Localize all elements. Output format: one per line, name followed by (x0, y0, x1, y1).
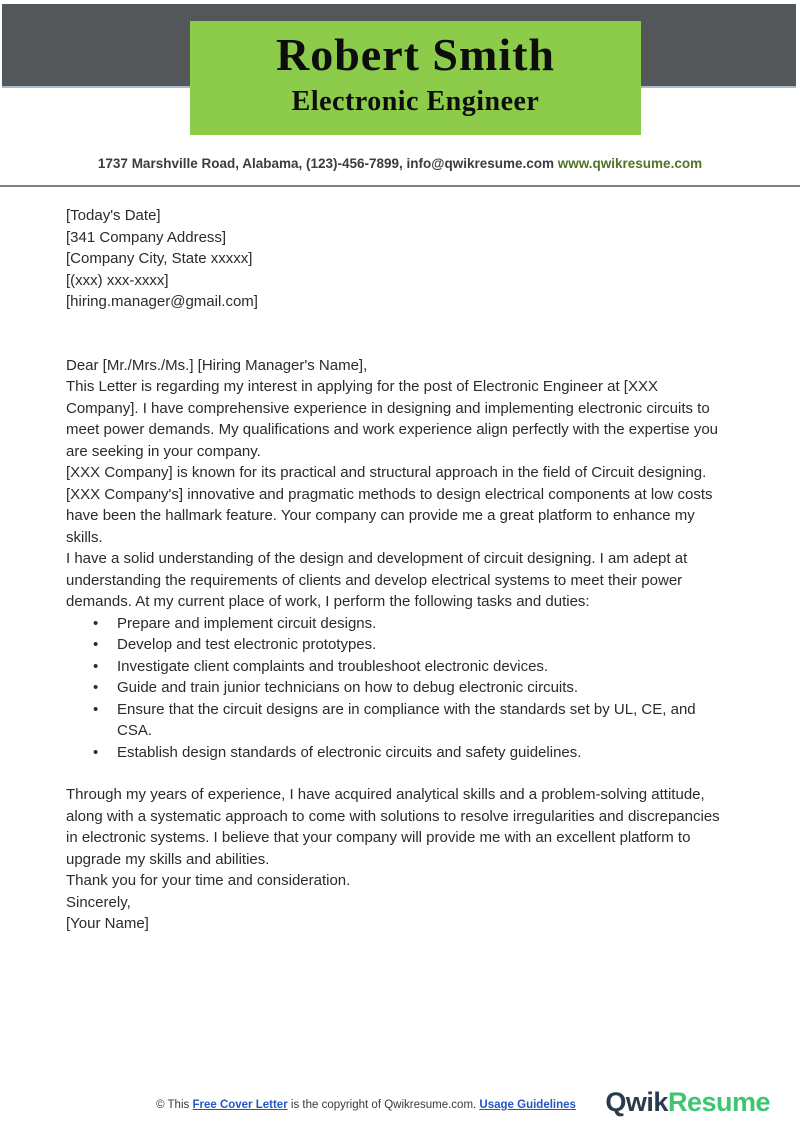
copyright-prefix: © This (156, 1099, 193, 1111)
signature-placeholder: [Your Name] (66, 915, 149, 932)
address-line: [hiring.manager@gmail.com] (66, 293, 258, 310)
duty-item: • Establish design standards of electronic circuits and safety guidelines. (66, 742, 734, 764)
name-box (190, 21, 641, 135)
duties-list (66, 613, 734, 764)
usage-guidelines-link[interactable]: Usage Guidelines (479, 1099, 576, 1111)
free-cover-letter-link[interactable]: Free Cover Letter (192, 1099, 288, 1111)
contact-website-link[interactable]: www.qwikresume.com (557, 156, 703, 171)
paragraph-closing: Through my years of experience, I have acquired analytical skills and a problem-solving attitude, along with a systematic approach to come with solutions to resolve irregularities and discrepancies in electronic systems. I believe that your company will provide me with an excellent platform to upgrade my skills and abilities. (66, 786, 720, 868)
letter-body (66, 205, 734, 935)
copyright-text (66, 1099, 666, 1111)
address-line: [(xxx) xxx-xxxx] (66, 271, 169, 289)
contact-text: 1737 Marshville Road, Alabama, (123)-456-7899, info@qwikresume.com (97, 156, 555, 171)
paragraph-skills: I have a solid understanding of the design and development of circuit designing. I am adept at understanding the requirements of clients and develop electrical systems to meet their power demands. At my current place of work, I perform the following tasks and duties: (66, 550, 688, 610)
qwikresume-logo (605, 1087, 770, 1118)
person-name: Robert Smith (275, 29, 556, 80)
date-placeholder: [Today's Date] (66, 207, 161, 224)
logo-qwik: Qwik (605, 1087, 668, 1117)
copyright-middle: is the copyright of Qwikresume.com. (287, 1099, 480, 1111)
duty-item: • Develop and test electronic prototypes. (66, 634, 734, 656)
page-footer (0, 1085, 800, 1131)
paragraph-company: [XXX Company] is known for its practical and structural approach in the field of Circuit designing. [XXX Company's] innovative and pragmatic methods to design electrical components at low costs have been the hallmark feature. Your company can provide me a great platform to enhance my skills. (66, 464, 713, 546)
duty-item: • Investigate client complaints and troubleshoot electronic devices. (66, 656, 734, 678)
address-line: [341 Company Address] (66, 228, 227, 246)
signoff: Sincerely, (66, 893, 131, 911)
logo-resume: Resume (667, 1087, 770, 1117)
thanks-line: Thank you for your time and consideration. (66, 872, 351, 889)
contact-line (0, 156, 800, 171)
separator-rule (0, 185, 800, 187)
duty-item: • Ensure that the circuit designs are in compliance with the standards set by UL, CE, and CSA. (66, 699, 734, 742)
person-title: Electronic Engineer (291, 86, 540, 117)
duty-item: • Guide and train junior technicians on how to debug electronic circuits. (66, 677, 734, 699)
address-line: [Company City, State xxxxx] (66, 250, 253, 267)
signoff-block (66, 892, 734, 935)
paragraph-intro: This Letter is regarding my interest in applying for the post of Electronic Engineer at [XXX Company]. I have comprehensive experience in designing and implementing electronic circuits to meet power demands. My qualifications and work experience align perfectly with the expertise you are seeking in your company. (66, 378, 719, 460)
company-address-block (66, 227, 734, 313)
salutation: Dear [Mr./Mrs./Ms.] [Hiring Manager's Name], (66, 356, 368, 374)
duty-item: • Prepare and implement circuit designs. (66, 613, 734, 635)
